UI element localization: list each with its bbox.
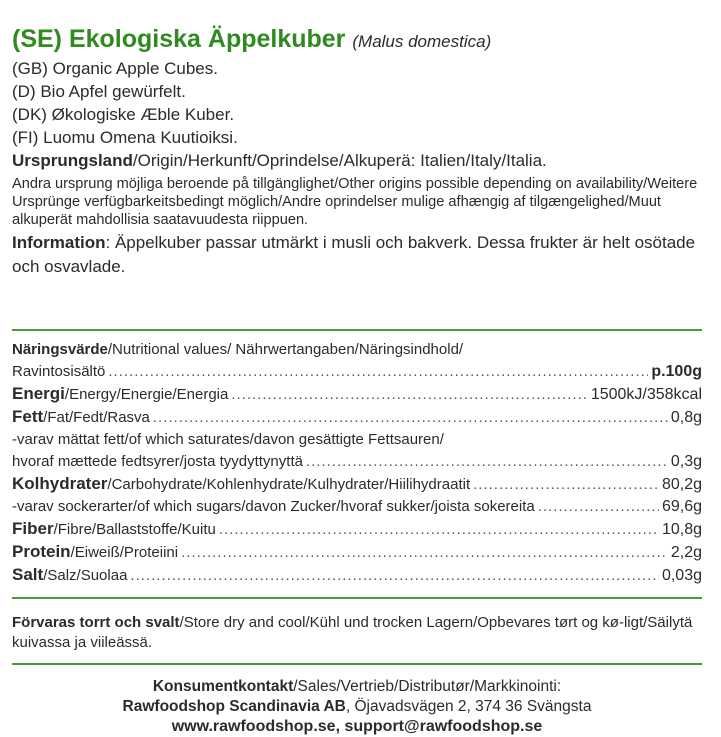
translation-fi: (FI) Luomu Omena Kuutioiksi. [12, 128, 238, 147]
energy-translations: /Energy/Energie/Energia [64, 386, 229, 403]
energy-value: 1500kJ/358kcal [590, 386, 702, 403]
fat-value: 0,8g [670, 409, 702, 426]
divider [12, 329, 702, 331]
per-label: Ravintosisältö [12, 363, 106, 380]
divider [12, 597, 702, 599]
nutrition-per-row [12, 361, 702, 383]
nutrition-heading-bold: Näringsvärde [12, 341, 108, 358]
nutrition-row-protein [12, 541, 702, 564]
sugars-value: 69,6g [661, 498, 702, 515]
information-text: : Äppelkuber passar utmärkt i musli och bakverk. Dessa frukter är helt osötade och osvavlade. [12, 233, 696, 276]
nutrition-row-fat [12, 406, 702, 429]
divider [12, 663, 702, 665]
product-title [12, 24, 702, 57]
consumer-contact [12, 677, 702, 737]
origin-text: /Origin/Herkunft/Oprindelse/Alkuperä: Italien/Italy/Italia. [132, 151, 547, 170]
leader-dots [306, 451, 668, 473]
product-label [12, 0, 702, 737]
sugars-label: -varav sockerarter/of which sugars/davon Zucker/hvoraf sukker/joista sokereita [12, 498, 535, 515]
storage-label: Förvaras torrt och svalt [12, 614, 180, 631]
energy-label: Energi [12, 384, 65, 403]
fiber-value: 10,8g [661, 521, 702, 538]
translation-gb: (GB) Organic Apple Cubes. [12, 59, 218, 78]
contact-roles: /Sales/Vertrieb/Distributør/Markkinointi: [293, 678, 562, 695]
contact-web-email: www.rawfoodshop.se, support@rawfoodshop.se [171, 718, 543, 735]
protein-translations: /Eiweiß/Proteiini [70, 544, 179, 561]
salt-value: 0,03g [661, 567, 702, 584]
fat-label: Fett [12, 407, 44, 426]
translation-dk: (DK) Økologiske Æble Kuber. [12, 105, 235, 124]
availability-note: Andra ursprung möjliga beroende på tillgänglighet/Other origins possible depending on availability/Weitere Ursprünge verfügbarkeitsbedingt möglich/Andre oprindelser mulige afhængig af tilgængelighed/Muut alkuperät mahdollisia saatavuudesta riippuen. [12, 176, 698, 228]
salt-label: Salt [12, 565, 44, 584]
nutrition-heading-rest: /Nutritional values/ Nährwertangaben/Näringsindhold/ [107, 341, 464, 358]
nutrition-heading [12, 339, 702, 361]
company-address: , Öjavadsvägen 2, 374 36 Svängsta [345, 698, 592, 715]
information-paragraph [12, 231, 702, 279]
fiber-label: Fiber [12, 519, 54, 538]
nutrition-row-carbs [12, 473, 702, 496]
leader-dots [181, 542, 668, 564]
carbs-translations: /Carbohydrate/Kohlenhydrate/Kulhydrater/Hiilihydraatit [107, 476, 471, 493]
company-name: Rawfoodshop Scandinavia AB [122, 698, 346, 715]
leader-dots [219, 519, 659, 541]
translation-de: (D) Bio Apfel gewürfelt. [12, 82, 186, 101]
leader-dots [231, 384, 587, 406]
storage-instructions [12, 613, 702, 653]
protein-label: Protein [12, 542, 71, 561]
origin-label: Ursprungsland [12, 151, 133, 170]
product-name: (SE) Ekologiska Äppelkuber [12, 25, 346, 53]
nutrition-row-sugars [12, 496, 702, 518]
leader-dots [108, 361, 648, 383]
fat-translations: /Fat/Fedt/Rasva [43, 409, 150, 426]
saturates-line2: hvoraf mættede fedtsyrer/josta tyydyttynyttä [12, 453, 303, 470]
leader-dots [473, 474, 659, 496]
origin-line [12, 149, 702, 172]
leader-dots [130, 565, 659, 587]
per-value: p.100g [651, 363, 702, 380]
information-label: Information [12, 233, 106, 252]
nutrition-row-saturates-line1 [12, 429, 702, 451]
latin-name: (Malus domestica) [352, 32, 492, 51]
fiber-translations: /Fibre/Ballaststoffe/Kuitu [53, 521, 216, 538]
leader-dots [538, 496, 659, 518]
nutrition-row-salt [12, 564, 702, 587]
nutrition-row-energy [12, 383, 702, 406]
contact-label: Konsumentkontakt [152, 678, 294, 695]
protein-value: 2,2g [670, 544, 702, 561]
saturates-line1: -varav mättat fett/of which saturates/davon gesättigte Fettsauren/ [12, 431, 444, 448]
saturates-value: 0,3g [670, 453, 702, 470]
leader-dots [153, 407, 668, 429]
carbs-label: Kolhydrater [12, 474, 108, 493]
nutrition-row-fiber [12, 518, 702, 541]
nutrition-row-saturates [12, 451, 702, 473]
carbs-value: 80,2g [661, 476, 702, 493]
salt-translations: /Salz/Suolaa [43, 567, 128, 584]
storage-text: /Store dry and cool/Kühl und trocken Lagern/Opbevares tørt og kø-ligt/Säilytä kuivassa ja viileässä. [12, 614, 693, 651]
